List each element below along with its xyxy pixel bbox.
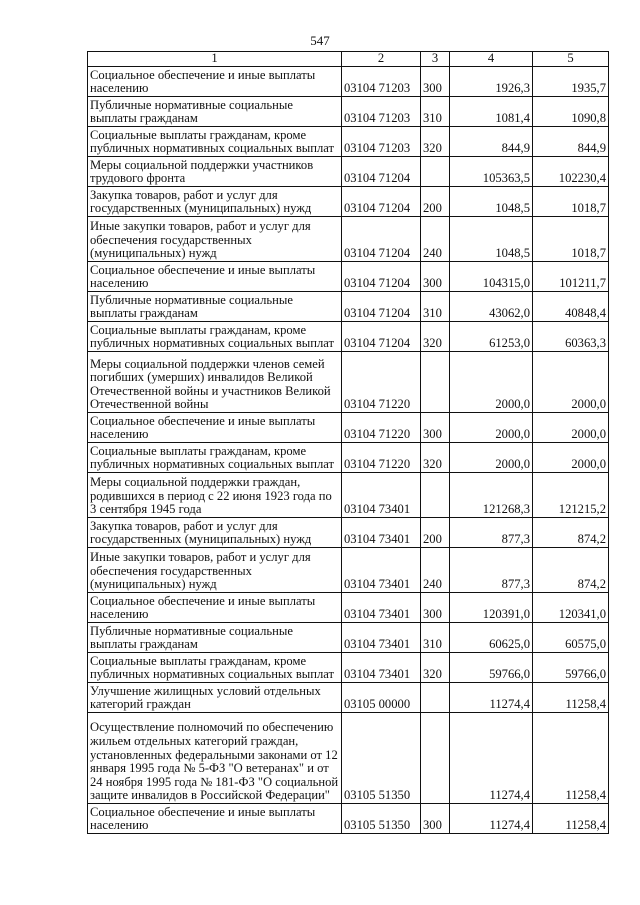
row-value-col5: 120341,0: [533, 593, 609, 623]
row-name: Публичные нормативные социальные выплаты гражданам: [88, 623, 342, 653]
row-name: Социальные выплаты гражданам, кроме публичных нормативных социальных выплат: [88, 127, 342, 157]
table-row: [88, 322, 609, 352]
header-col-4: 4: [450, 52, 533, 67]
table-row: [88, 127, 609, 157]
row-name: Социальные выплаты гражданам, кроме публичных нормативных социальных выплат: [88, 322, 342, 352]
row-code: 03104 71220: [342, 352, 421, 413]
row-name: Закупка товаров, работ и услуг для государственных (муниципальных) нужд: [88, 518, 342, 548]
row-expense-type: 320: [421, 127, 450, 157]
row-name: Социальные выплаты гражданам, кроме публичных нормативных социальных выплат: [88, 443, 342, 473]
row-code: 03104 73401: [342, 593, 421, 623]
row-name: Улучшение жилищных условий отдельных категорий граждан: [88, 683, 342, 713]
row-name: Социальное обеспечение и иные выплаты населению: [88, 413, 342, 443]
row-value-col4: 1048,5: [450, 187, 533, 217]
row-value-col5: 2000,0: [533, 443, 609, 473]
row-expense-type: 300: [421, 593, 450, 623]
row-code: 03104 73401: [342, 473, 421, 518]
row-expense-type: 320: [421, 443, 450, 473]
header-col-3: 3: [421, 52, 450, 67]
row-value-col5: 874,2: [533, 548, 609, 593]
row-code: 03104 71204: [342, 217, 421, 262]
header-row: [88, 52, 609, 67]
table-row: [88, 97, 609, 127]
row-value-col4: 2000,0: [450, 443, 533, 473]
row-expense-type: 240: [421, 217, 450, 262]
row-value-col5: 40848,4: [533, 292, 609, 322]
table-row: [88, 653, 609, 683]
row-value-col5: 11258,4: [533, 804, 609, 834]
row-value-col5: 2000,0: [533, 352, 609, 413]
header-col-1: 1: [88, 52, 342, 67]
row-code: 03105 00000: [342, 683, 421, 713]
table-row: [88, 518, 609, 548]
row-expense-type: [421, 352, 450, 413]
row-expense-type: 240: [421, 548, 450, 593]
row-value-col4: 2000,0: [450, 352, 533, 413]
row-value-col4: 120391,0: [450, 593, 533, 623]
row-name: Социальные выплаты гражданам, кроме публичных нормативных социальных выплат: [88, 653, 342, 683]
row-value-col4: 59766,0: [450, 653, 533, 683]
table-row: [88, 593, 609, 623]
row-expense-type: 300: [421, 413, 450, 443]
row-code: 03104 71204: [342, 322, 421, 352]
row-expense-type: [421, 157, 450, 187]
table-row: [88, 217, 609, 262]
row-code: 03104 71203: [342, 67, 421, 97]
row-name: Социальное обеспечение и иные выплаты населению: [88, 593, 342, 623]
row-value-col5: 60575,0: [533, 623, 609, 653]
row-expense-type: 300: [421, 262, 450, 292]
row-value-col4: 11274,4: [450, 804, 533, 834]
row-value-col5: 11258,4: [533, 713, 609, 804]
row-expense-type: 200: [421, 518, 450, 548]
row-code: 03105 51350: [342, 713, 421, 804]
row-code: 03104 71204: [342, 187, 421, 217]
row-name: Публичные нормативные социальные выплаты гражданам: [88, 292, 342, 322]
row-value-col5: 1090,8: [533, 97, 609, 127]
row-value-col5: 1018,7: [533, 187, 609, 217]
row-name: Иные закупки товаров, работ и услуг для обеспечения государственных (муниципальных) нужд: [88, 217, 342, 262]
table-row: [88, 262, 609, 292]
row-code: 03104 73401: [342, 548, 421, 593]
row-value-col5: 102230,4: [533, 157, 609, 187]
row-value-col4: 11274,4: [450, 683, 533, 713]
row-code: 03104 71204: [342, 292, 421, 322]
table-row: [88, 623, 609, 653]
row-code: 03104 71203: [342, 127, 421, 157]
table-row: [88, 352, 609, 413]
table-body: [88, 67, 609, 834]
table-row: [88, 443, 609, 473]
row-code: 03104 71220: [342, 413, 421, 443]
row-name: Закупка товаров, работ и услуг для государственных (муниципальных) нужд: [88, 187, 342, 217]
row-value-col4: 2000,0: [450, 413, 533, 443]
table-row: [88, 713, 609, 804]
table-row: [88, 292, 609, 322]
table-row: [88, 67, 609, 97]
row-value-col5: 60363,3: [533, 322, 609, 352]
row-code: 03104 71204: [342, 157, 421, 187]
row-name: Публичные нормативные социальные выплаты гражданам: [88, 97, 342, 127]
row-value-col5: 844,9: [533, 127, 609, 157]
row-value-col4: 844,9: [450, 127, 533, 157]
row-code: 03104 71220: [342, 443, 421, 473]
row-expense-type: 200: [421, 187, 450, 217]
row-value-col5: 121215,2: [533, 473, 609, 518]
header-col-2: 2: [342, 52, 421, 67]
row-value-col5: 2000,0: [533, 413, 609, 443]
header-col-5: 5: [533, 52, 609, 67]
row-value-col4: 121268,3: [450, 473, 533, 518]
row-name: Социальное обеспечение и иные выплаты населению: [88, 262, 342, 292]
row-expense-type: 320: [421, 653, 450, 683]
row-expense-type: 310: [421, 623, 450, 653]
row-value-col5: 874,2: [533, 518, 609, 548]
row-name: Иные закупки товаров, работ и услуг для обеспечения государственных (муниципальных) нужд: [88, 548, 342, 593]
row-code: 03104 71203: [342, 97, 421, 127]
row-code: 03104 73401: [342, 653, 421, 683]
row-value-col4: 60625,0: [450, 623, 533, 653]
row-value-col4: 104315,0: [450, 262, 533, 292]
row-value-col4: 877,3: [450, 518, 533, 548]
budget-table: [87, 51, 609, 834]
row-value-col4: 1926,3: [450, 67, 533, 97]
row-value-col5: 1018,7: [533, 217, 609, 262]
row-value-col4: 43062,0: [450, 292, 533, 322]
row-value-col4: 105363,5: [450, 157, 533, 187]
table-row: [88, 548, 609, 593]
table-row: [88, 473, 609, 518]
row-expense-type: [421, 713, 450, 804]
row-expense-type: 310: [421, 292, 450, 322]
row-value-col4: 1048,5: [450, 217, 533, 262]
row-name: Меры социальной поддержки граждан, родившихся в период с 22 июня 1923 года по 3 сентября 1945 года: [88, 473, 342, 518]
row-code: 03105 51350: [342, 804, 421, 834]
table-row: [88, 187, 609, 217]
row-expense-type: 320: [421, 322, 450, 352]
row-name: Меры социальной поддержки членов семей погибших (умерших) инвалидов Великой Отечественной войны и участников Великой Отечественной войны: [88, 352, 342, 413]
table-row: [88, 157, 609, 187]
row-code: 03104 71204: [342, 262, 421, 292]
row-expense-type: 310: [421, 97, 450, 127]
row-value-col4: 11274,4: [450, 713, 533, 804]
row-expense-type: 300: [421, 67, 450, 97]
table-row: [88, 804, 609, 834]
row-value-col5: 59766,0: [533, 653, 609, 683]
row-value-col5: 1935,7: [533, 67, 609, 97]
row-value-col5: 101211,7: [533, 262, 609, 292]
row-name: Осуществление полномочий по обеспечению жильем отдельных категорий граждан, установленных федеральными законами от 12 января 1995 года № 5-ФЗ "О ветеранах" и от 24 ноября 1995 года № 181-ФЗ "О социальной защите инвалидов в Российской Федерации": [88, 713, 342, 804]
table-row: [88, 683, 609, 713]
row-code: 03104 73401: [342, 623, 421, 653]
row-value-col4: 61253,0: [450, 322, 533, 352]
page-number: 547: [310, 33, 330, 48]
row-name: Меры социальной поддержки участников трудового фронта: [88, 157, 342, 187]
row-value-col4: 877,3: [450, 548, 533, 593]
row-expense-type: [421, 473, 450, 518]
table-row: [88, 413, 609, 443]
row-expense-type: 300: [421, 804, 450, 834]
row-code: 03104 73401: [342, 518, 421, 548]
row-expense-type: [421, 683, 450, 713]
row-name: Социальное обеспечение и иные выплаты населению: [88, 67, 342, 97]
row-name: Социальное обеспечение и иные выплаты населению: [88, 804, 342, 834]
row-value-col5: 11258,4: [533, 683, 609, 713]
row-value-col4: 1081,4: [450, 97, 533, 127]
